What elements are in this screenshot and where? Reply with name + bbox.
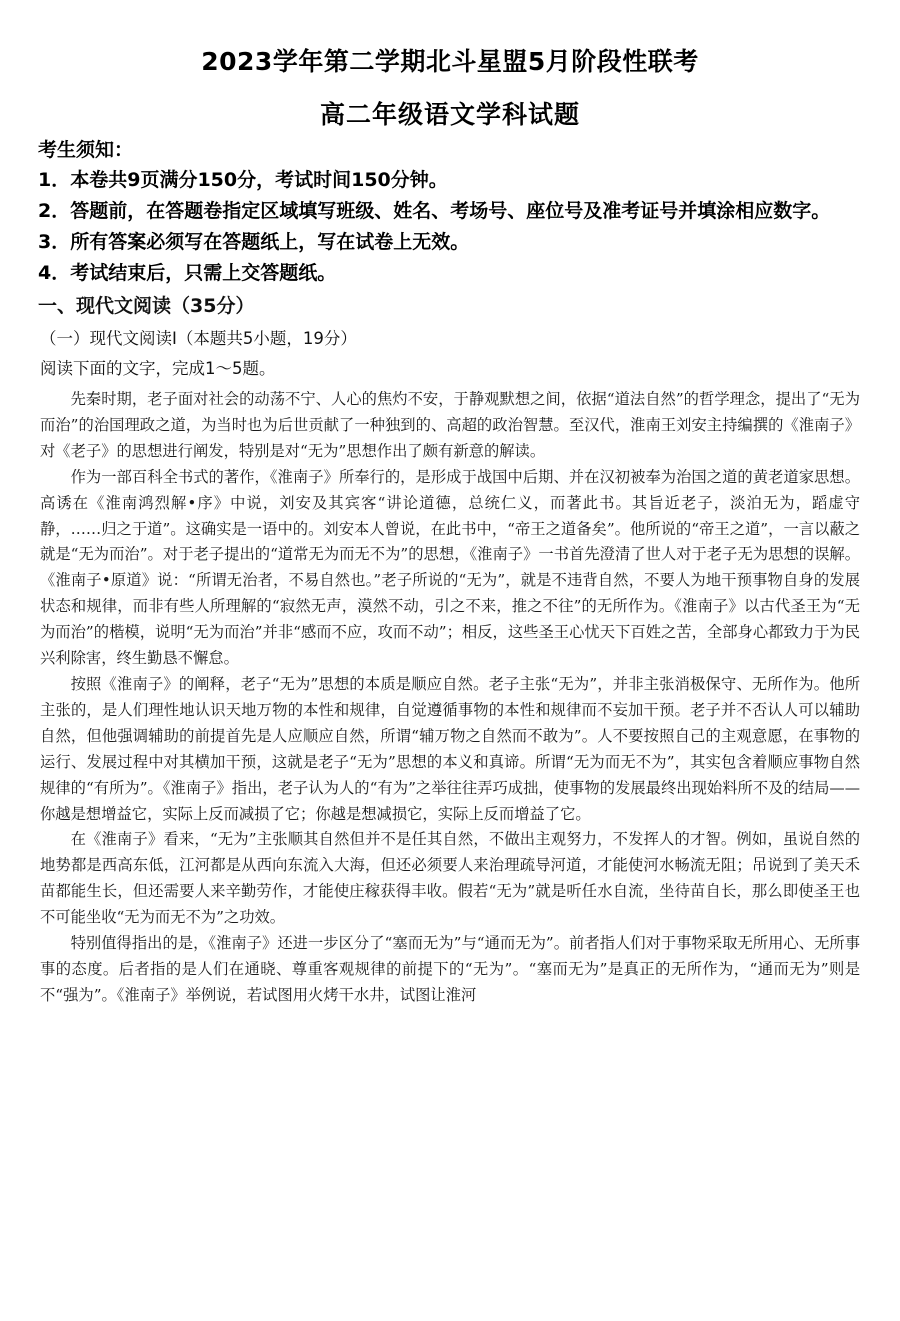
passage-paragraph: 先秦时期，老子面对社会的动荡不宁、人心的焦灼不安，于静观默想之间，依据“道法自然”的哲学理念，提出了“无为而治”的治国理政之道，为当时也为后世贡献了一种独到的、高超的政治智慧。至汉代，淮南王刘安主持编撰的《淮南子》对《老子》的思想进行阐发，特别是对“无为”思想作出了颇有新意的解读。 — [40, 390, 860, 460]
subsection-heading: （一）现代文阅读Ⅰ（本题共5小题，19分） — [40, 329, 357, 348]
notice-item: 1．本卷共9页满分150分，考试时间150分钟。 — [38, 169, 448, 191]
passage-paragraph: 作为一部百科全书式的著作，《淮南子》所奉行的，是形成于战国中后期、并在汉初被奉为治国之道的黄老道家思想。高诱在《淮南鸿烈解•序》中说，刘安及其宾客“讲论道德，总统仁义，而著此书。其旨近老子，淡泊无为，蹈虚守静，……归之于道”。这确实是一语中的。刘安本人曾说，在此书中，“帝王之道备矣”。他所说的“帝王之道”，一言以蔽之就是“无为而治”。对于老子提出的“道常无为而无不为”的思想，《淮南子》一书首先澄清了世人对于老子无为思想的误解。《淮南子•原道》说：“所谓无治者，不易自然也。”老子所说的“无为”，就是不违背自然，不要人为地干预事物自身的发展状态和规律，而非有些人所理解的“寂然无声，漠然不动，引之不来，推之不往”的无所作为。《淮南子》以古代圣王为“无为而治”的楷模，说明“无为而治”并非“感而不应，攻而不动”；相反，这些圣王心忧天下百姓之苦，全部身心都致力于为民兴利除害，终生勤恳不懈怠。 — [40, 467, 860, 668]
reading-instruction: 阅读下面的文字，完成1～5题。 — [40, 359, 276, 378]
notice-item: 4．考试结束后，只需上交答题纸。 — [38, 262, 337, 284]
passage-paragraph: 特别值得指出的是，《淮南子》还进一步区分了“塞而无为”与“通而无为”。前者指人们对于事物采取无所用心、无所事事的态度。后者指的是人们在通晓、尊重客观规律的前提下的“无为”。“塞而无为”是真正的无所作为，“通而无为”则是不“强为”。《淮南子》举例说，若试图用火烤干水井，试图让淮河 — [40, 934, 860, 1004]
reading-passage — [40, 387, 860, 1009]
notice-item: 3．所有答案必须写在答题纸上，写在试卷上无效。 — [38, 231, 470, 253]
notice-item: 2．答题前，在答题卷指定区域填写班级、姓名、考场号、座位号及准考证号并填涂相应数字。 — [38, 200, 831, 222]
passage-paragraph: 在《淮南子》看来，“无为”主张顺其自然但并不是任其自然，不做出主观努力，不发挥人的才智。例如，虽说自然的地势都是西高东低，江河都是从西向东流入大海，但还必须要人来治理疏导河道，才能使河水畅流无阻；吊说到了美天禾苗都能生长，但还需要人来辛勤劳作，才能使庄稼获得丰收。假若“无为”就是听任水自流，坐待苗自长，那么即使圣王也不可能坐收“无为而无不为”之功效。 — [40, 830, 860, 927]
notice-heading: 考生须知： — [38, 139, 134, 161]
exam-subtitle: 高二年级语文学科试题 — [319, 100, 580, 129]
section-heading: 一、现代文阅读（35分） — [38, 295, 255, 317]
passage-paragraph: 按照《淮南子》的阐释，老子“无为”思想的本质是顺应自然。老子主张“无为”，并非主张消极保守、无所作为。他所主张的，是人们理性地认识天地万物的本性和规律，自觉遵循事物的本性和规律而不妄加干预。老子并不否认人可以辅助自然，但他强调辅助的前提首先是人应顺应自然，所谓“辅万物之自然而不敢为”。人不要按照自己的主观意愿，在事物的运行、发展过程中对其横加干预，这就是老子“无为”思想的本义和真谛。所谓“无为而无不为”，其实包含着顺应事物自然规律的“有所为”。《淮南子》指出，老子认为人的“有为”之举往往弄巧成拙，使事物的发展最终出现始料所不及的结局——你越是想增益它，实际上反而减损了它；你越是想减损它，实际上反而增益了它。 — [40, 674, 860, 823]
candidate-notice — [38, 135, 878, 289]
exam-title: 2023学年第二学期北斗星盟5月阶段性联考 — [201, 47, 699, 76]
